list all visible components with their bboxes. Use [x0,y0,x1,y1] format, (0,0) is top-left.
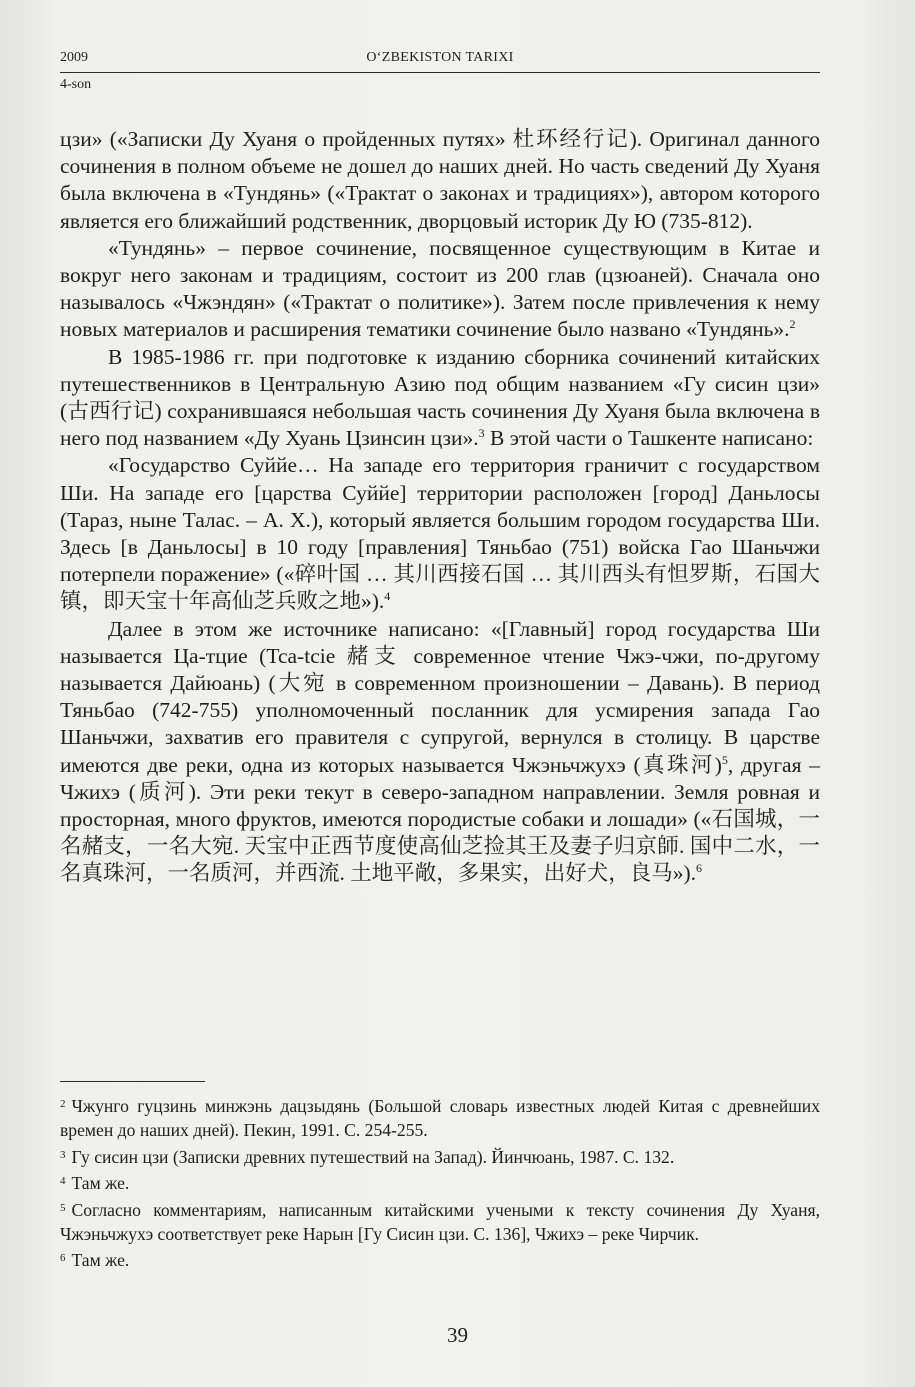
footnotes [60,1092,820,1273]
page-number: 39 [447,1323,468,1347]
footnote-ref-2[interactable]: 2 [789,317,796,332]
header-issue: 4-son [60,77,92,92]
header-year: 2009 [60,50,88,65]
footnote-ref-4[interactable]: 4 [384,589,391,604]
footnote-6: $^6$ Там же. [60,1250,130,1271]
header-rule [60,72,820,73]
footnote-3: $^3$ Гу сисин цзи (Записки древних путешествий на Запад). Йинчюань, 1987. С. 132. [60,1146,675,1167]
running-header [60,50,820,76]
footnote-ref-3[interactable]: 3 [478,426,485,441]
paragraph-3: В 1985-1986 гг. при подготовке к изданию сборника сочинений китайских путешественников в Центральную Азию под общим названием «Гу сисин цзи» (古西行记) сохранившаяся небольшая часть сочинения Ду Хуаня была включена в него под названием «Ду Хуань Цзинсин цзи».$^3$ В этой части о Ташкенте написано: [60,344,820,451]
quote-paragraph: «Государство Суййе… На западе его территория граничит с государством Ши. На западе его [царства Суййе] территории расположен [город] Даньлосы (Тараз, ныне Талас. – А. Х.), который является большим городом государства Ши. Здесь [в Даньлосы] в 10 году [правления] Тяньбао (751) войска Гао Шаньчжи потерпели поражение» («碎叶国 … 其川西接石国 … 其川西头有怛罗斯，石国大镇，即天宝十年高仙芝兵败之地»).$^4$ [60,453,820,614]
footnote-2: $^2$ Чжунго гуцзинь минжэнь дацзыдянь (Большой словарь известных людей Китая с древнейших времен до наших дней). Пекин, 1991. С. 254-255. [60,1096,820,1141]
body-text [60,126,820,888]
footnote-ref-5[interactable]: 5 [721,752,728,767]
footnote-4: $^4$ Там же. [60,1173,130,1194]
footnote-5: $^5$ Согласно комментариям, написанным китайскими учеными к тексту сочинения Ду Хуаня, Чжэньчжухэ соответствует реке Нарын [Гу Сисин цзи. С. 136], Чжихэ – реке Чирчик. [60,1199,820,1245]
paragraph-2: «Тундянь» – первое сочинение, посвященное существующим в Китае и вокруг него законам и традициям, состоит из 200 глав (цзюаней). Сначала оно называлось «Чжэндян» («Трактат о политике»). Затем после привлечения к нему новых материалов и расширения тематики сочинение было названо «Тундянь».$^2$ [60,235,820,342]
header-journal-title: O‘ZBEKISTON TARIXI [366,50,514,65]
paragraph-5: Далее в этом же источнике написано: «[Главный] город государства Ши называется Ца-тцие (Tca-tcie 赭支 современное чтение Чжэ-чжи, по-другому называется Дайюань) (大宛 в современном произношении – Давань). В период Тяньбао (742-755) уполномоченный посланник для усмирения запада Гао Шаньчжи, захватив его правителя с супругой, вернулся в столицу. В царстве имеются две реки, одна из которых называется Чжэньчжухэ (真珠河)$^5$, другая – Чжихэ (质河). Эти реки текут в северо-западном направлении. Земля ровная и просторная, много фруктов, имеются породистые собаки и лошади» («石国城，一名赭支，一名大宛. 天宝中正西节度使高仙芝捡其王及妻子归京師. 国中二水，一名真珠河，一名质河，并西流. 土地平敞，多果实，出好犬，良马»).$^6$ [60,616,821,886]
footnote-ref-6[interactable]: 6 [696,861,703,876]
footnote-separator [60,1081,205,1082]
paragraph-1: цзи» («Записки Ду Хуаня о пройденных путях» 杜环经行记). Оригинал данного сочинения в полном объеме не дошел до наших дней. Но часть сведений Ду Хуаня была включена в «Тундянь» («Трактат о законах и традициях»), автором которого является его ближайший родственник, дворцовый историк Ду Ю (735-812). [60,127,820,233]
